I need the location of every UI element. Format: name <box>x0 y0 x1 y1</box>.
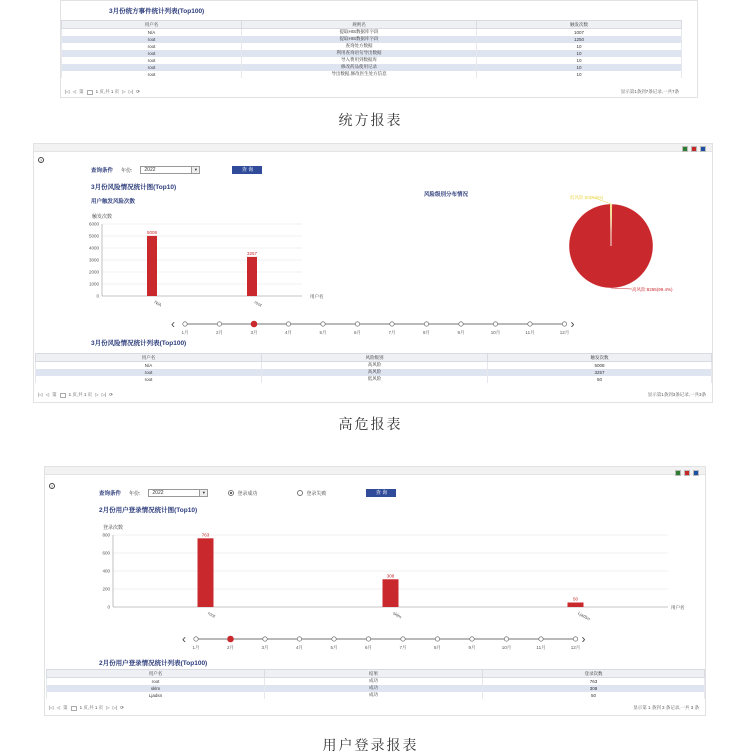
month-dot[interactable] <box>263 637 267 641</box>
month-label: 9月 <box>468 645 476 650</box>
next-page-icon[interactable]: ▷ <box>106 705 110 710</box>
bar[interactable] <box>383 579 399 607</box>
table-cell: 导出数据,修改医生处方信息 <box>242 71 477 78</box>
table-cell: 成功 <box>265 685 483 692</box>
month-dot[interactable] <box>390 322 394 326</box>
table-cell: 低风险 <box>262 376 488 383</box>
month-dot[interactable] <box>424 322 428 326</box>
year-select[interactable] <box>148 489 208 497</box>
chevron-down-icon: ▼ <box>191 167 199 173</box>
year-value: 2022 <box>144 167 156 173</box>
table-cell: 1007 <box>477 29 682 36</box>
risk-bar-chart <box>64 206 344 316</box>
bar-value-label: 308 <box>386 573 395 579</box>
month-dot[interactable] <box>355 322 359 326</box>
page-label-pre: 第 <box>63 705 68 710</box>
pager-info: 显示第1条到3条记录,一共3条 <box>647 392 706 397</box>
table-cell: root <box>62 36 242 43</box>
y-tick-label: 1000 <box>88 281 99 287</box>
table-cell: 修改药品使用记录 <box>242 64 477 71</box>
column-header: 用户名 <box>36 354 262 362</box>
month-dot[interactable] <box>573 637 577 641</box>
month-label: 10月 <box>490 330 501 335</box>
month-dot[interactable] <box>286 322 290 326</box>
first-page-icon[interactable]: |◁ <box>65 89 70 94</box>
table-cell: 763 <box>483 678 705 685</box>
table-cell: 308 <box>483 685 705 692</box>
table-row[interactable] <box>36 376 712 383</box>
column-header: 触发次数 <box>488 354 712 362</box>
table-cell: 利用查询语句导出数据 <box>242 50 477 57</box>
radio-login-fail[interactable]: 登录失败 <box>297 490 326 497</box>
table-cell: 10 <box>477 57 682 64</box>
word-export-icon[interactable] <box>693 470 699 476</box>
bar[interactable] <box>568 603 584 608</box>
prev-arrow-icon[interactable]: ‹ <box>182 632 186 646</box>
table-cell: 50 <box>488 376 712 383</box>
query-bar <box>99 489 396 497</box>
caption-user-login: 用户登录报表 <box>322 737 419 753</box>
prev-page-icon[interactable]: ◁ <box>72 89 77 94</box>
refresh-icon[interactable]: ⟳ <box>109 392 114 397</box>
table-cell: root <box>62 50 242 57</box>
month-label: 2月 <box>226 645 235 650</box>
table-cell: sklm <box>47 685 265 692</box>
column-header: 风险级别 <box>262 354 488 362</box>
pager[interactable] <box>38 392 113 398</box>
month-dot[interactable] <box>562 322 566 326</box>
y-tick-label: 2000 <box>88 269 99 275</box>
y-tick-label: 800 <box>102 532 110 538</box>
word-export-icon[interactable] <box>700 146 706 152</box>
y-axis-label: 登录次数 <box>103 525 124 531</box>
column-header: 用户名 <box>62 21 242 29</box>
pdf-export-icon[interactable] <box>691 146 697 152</box>
bar-value-label: 5008 <box>146 229 158 235</box>
pie-label: 高风险:8265(99.4%) <box>632 287 673 292</box>
y-tick-label: 4000 <box>88 245 99 251</box>
month-label: 7月 <box>388 330 396 335</box>
month-label: 7月 <box>399 645 407 650</box>
table-row[interactable] <box>47 692 705 699</box>
help-icon[interactable]: ? <box>50 484 54 489</box>
table-row[interactable] <box>62 57 682 64</box>
month-dot[interactable] <box>217 322 221 326</box>
user-login-report-panel <box>44 466 706 716</box>
table-cell: 成功 <box>265 692 483 699</box>
month-dot[interactable] <box>321 322 325 326</box>
x-tick-label: root <box>207 610 217 619</box>
month-dot[interactable] <box>332 637 336 641</box>
pager[interactable] <box>49 705 124 711</box>
query-label: 查询条件 <box>99 491 122 497</box>
help-icon[interactable]: ? <box>39 158 43 163</box>
next-page-icon[interactable]: ▷ <box>122 89 126 94</box>
next-arrow-icon[interactable]: › <box>581 632 586 646</box>
table-cell: 10 <box>477 64 682 71</box>
high-risk-report-panel <box>33 143 713 403</box>
table-cell: root <box>36 376 262 383</box>
radio-login-success[interactable]: 登录成功 <box>228 490 257 497</box>
chart-title: 2月份用户登录情况统计图(Top10) <box>99 507 198 514</box>
table-cell: 高风险 <box>262 369 488 376</box>
table-row[interactable] <box>62 29 682 36</box>
month-dot[interactable] <box>228 636 234 642</box>
risk-pie-chart <box>514 186 684 306</box>
table-cell: 成功 <box>265 678 483 685</box>
high-risk-table <box>35 353 712 383</box>
month-label: 8月 <box>433 645 442 650</box>
page-text: 1 页,共 1 页 <box>68 392 93 397</box>
table-cell: 提取HIS数据库字段 <box>242 36 477 43</box>
month-label: 8月 <box>422 330 431 335</box>
month-label: 11月 <box>525 330 535 335</box>
table-cell: Ljadsn <box>47 692 265 699</box>
x-tick-label: sklm <box>392 610 403 620</box>
y-tick-label: 5000 <box>88 233 99 239</box>
table-row[interactable] <box>62 71 682 78</box>
month-dot[interactable] <box>297 637 301 641</box>
month-label: 5月 <box>330 645 338 650</box>
y-tick-label: 200 <box>102 586 110 592</box>
month-dot[interactable] <box>528 322 532 326</box>
table-cell: 查询处方数据 <box>242 43 477 50</box>
month-dot[interactable] <box>435 637 439 641</box>
table-row[interactable] <box>47 685 705 692</box>
year-select[interactable] <box>140 166 200 174</box>
bar[interactable] <box>247 257 257 296</box>
query-label: 查询条件 <box>91 168 114 174</box>
last-page-icon[interactable]: ▷| <box>128 89 134 94</box>
export-toolbar <box>682 146 706 152</box>
month-label: 6月 <box>364 645 373 650</box>
month-label: 12月 <box>570 645 581 650</box>
table-cell: root <box>36 369 262 376</box>
last-page-icon[interactable]: ▷| <box>101 392 107 397</box>
page-text: 1 页,共 1 页 <box>95 89 120 94</box>
table-cell: 导入费用到数据库 <box>242 57 477 64</box>
top-bar <box>34 144 712 152</box>
x-tick-label: root <box>253 299 263 308</box>
year-label: 年份: <box>121 167 133 174</box>
table-row[interactable] <box>47 678 705 685</box>
month-dot[interactable] <box>194 637 198 641</box>
refresh-icon[interactable]: ⟳ <box>136 89 141 94</box>
month-dot[interactable] <box>504 637 508 641</box>
month-label: 6月 <box>353 330 362 335</box>
table-cell: 10 <box>477 71 682 78</box>
pager-info: 显示第 1 条到 3 条记录,一共 3 条 <box>633 705 699 710</box>
bar-value-label: 763 <box>201 532 210 538</box>
page-input[interactable] <box>60 393 66 398</box>
table-cell: root <box>62 64 242 71</box>
caption-high-risk: 高危报表 <box>338 416 403 432</box>
table-cell: root <box>62 71 242 78</box>
month-label: 3月 <box>250 330 258 335</box>
month-label: 1月 <box>192 645 200 650</box>
query-bar <box>91 166 262 174</box>
login-table <box>46 669 705 699</box>
first-page-icon[interactable]: |◁ <box>49 705 54 710</box>
login-bar-chart <box>75 517 695 627</box>
page-text: 1 页,共 1 页 <box>79 705 104 710</box>
table-row[interactable] <box>62 50 682 57</box>
table-row[interactable] <box>36 362 712 369</box>
chart-title: 3月份风险情况统计图(Top10) <box>91 184 177 191</box>
table-row[interactable] <box>62 64 682 71</box>
query-button[interactable]: 查 询 <box>232 166 262 174</box>
month-label: 4月 <box>295 645 304 650</box>
month-dot[interactable] <box>539 637 543 641</box>
month-dot[interactable] <box>183 322 187 326</box>
table-cell: 3257 <box>488 369 712 376</box>
bar[interactable] <box>147 236 157 296</box>
top-bar <box>45 467 705 475</box>
month-dot[interactable] <box>251 321 257 327</box>
page-input[interactable] <box>87 90 93 95</box>
bar-value-label: 3257 <box>246 250 258 256</box>
month-slider[interactable] <box>169 312 589 338</box>
excel-export-icon[interactable] <box>682 146 688 152</box>
y-tick-label: 0 <box>96 293 99 299</box>
tongfang-report-panel <box>60 0 698 98</box>
pie-label-line <box>611 288 632 289</box>
prev-page-icon[interactable]: ◁ <box>45 392 50 397</box>
pager[interactable] <box>65 89 140 95</box>
y-tick-label: 6000 <box>88 221 99 227</box>
year-label: 年份: <box>129 490 141 497</box>
refresh-icon[interactable]: ⟳ <box>120 705 125 710</box>
x-axis-label: 用户名 <box>310 294 324 299</box>
tongfang-table <box>61 20 682 78</box>
page-input[interactable] <box>71 706 77 711</box>
year-value: 2022 <box>152 490 164 496</box>
table-cell: N/A <box>36 362 262 369</box>
table-row[interactable] <box>62 43 682 50</box>
table-title: 3月份统方事件统计列表(Top100) <box>109 8 205 15</box>
page-label-pre: 第 <box>52 392 57 397</box>
table-cell: root <box>62 43 242 50</box>
column-header: 结果 <box>265 670 483 678</box>
column-header: 用户名 <box>47 670 265 678</box>
month-label: 11月 <box>536 645 546 650</box>
table-cell: 提取HIS数据库字段 <box>242 29 477 36</box>
x-tick-label: N/A <box>153 299 163 308</box>
table-cell: 1250 <box>477 36 682 43</box>
y-tick-label: 400 <box>102 568 110 574</box>
column-header: 触发次数 <box>477 21 682 29</box>
bar[interactable] <box>198 538 214 607</box>
query-button[interactable]: 查 询 <box>366 489 396 497</box>
month-label: 3月 <box>261 645 269 650</box>
x-axis-label: 用户名 <box>671 605 685 610</box>
column-header: 登录次数 <box>483 670 705 678</box>
table-cell: root <box>62 57 242 64</box>
y-tick-label: 3000 <box>88 257 99 263</box>
bar-value-label: 50 <box>572 596 579 602</box>
column-header: 规则名 <box>242 21 477 29</box>
month-label: 9月 <box>457 330 465 335</box>
export-toolbar <box>675 470 699 476</box>
pager-info: 显示第1条到7条记录,一共7条 <box>620 89 679 94</box>
pie-label: 低风险:50(0.6%) <box>570 195 604 200</box>
table-title: 2月份用户登录情况统计列表(Top100) <box>99 660 208 667</box>
table-cell: 10 <box>477 43 682 50</box>
month-label: 4月 <box>284 330 293 335</box>
month-dot[interactable] <box>493 322 497 326</box>
page-label-pre: 第 <box>79 89 84 94</box>
prev-arrow-icon[interactable]: ‹ <box>171 317 175 331</box>
table-cell: root <box>47 678 265 685</box>
table-row[interactable] <box>36 369 712 376</box>
x-tick-label: Ljadsn <box>577 610 591 622</box>
y-axis-label: 触发次数 <box>92 214 113 220</box>
table-row[interactable] <box>62 36 682 43</box>
month-label: 2月 <box>215 330 224 335</box>
pdf-export-icon[interactable] <box>684 470 690 476</box>
y-tick-label: 600 <box>102 550 110 556</box>
table-cell: 50 <box>483 692 705 699</box>
month-slider[interactable] <box>180 627 600 653</box>
table-title: 3月份风险情况统计列表(Top100) <box>91 340 187 347</box>
month-dot[interactable] <box>459 322 463 326</box>
excel-export-icon[interactable] <box>675 470 681 476</box>
table-cell: 高风险 <box>262 362 488 369</box>
y-tick-label: 0 <box>107 604 110 610</box>
next-page-icon[interactable]: ▷ <box>95 392 99 397</box>
last-page-icon[interactable]: ▷| <box>112 705 118 710</box>
month-label: 10月 <box>501 645 512 650</box>
month-label: 12月 <box>559 330 570 335</box>
first-page-icon[interactable]: |◁ <box>38 392 43 397</box>
prev-page-icon[interactable]: ◁ <box>56 705 61 710</box>
month-label: 5月 <box>319 330 327 335</box>
table-cell: 10 <box>477 50 682 57</box>
month-dot[interactable] <box>470 637 474 641</box>
bar-chart-title: 用户触发风险次数 <box>91 199 136 205</box>
table-cell: N/A <box>62 29 242 36</box>
next-arrow-icon[interactable]: › <box>570 317 575 331</box>
table-cell: 5008 <box>488 362 712 369</box>
month-label: 1月 <box>181 330 189 335</box>
caption-tongfang: 统方报表 <box>338 112 403 128</box>
month-dot[interactable] <box>401 637 405 641</box>
chevron-down-icon: ▼ <box>199 490 207 496</box>
pie-chart-title: 风险级别分布情况 <box>424 192 469 198</box>
month-dot[interactable] <box>366 637 370 641</box>
